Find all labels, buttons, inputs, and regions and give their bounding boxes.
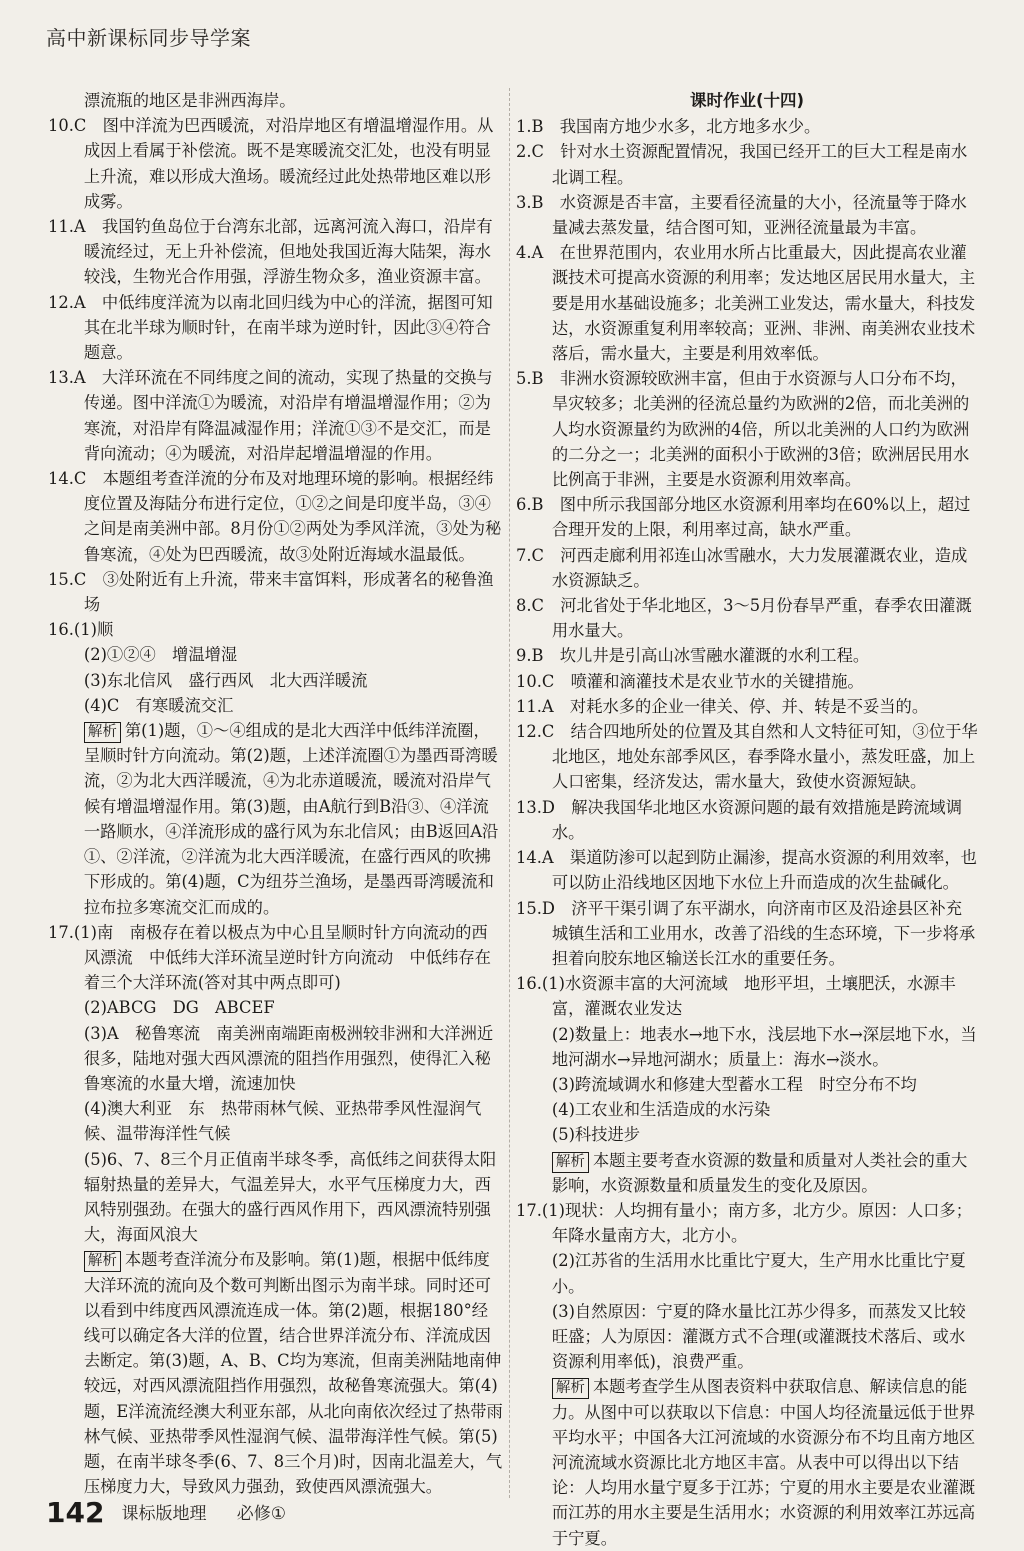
answer-item: 12.C 结合四地所处的位置及其自然和人文特征可知，③位于华北地区，地处东部季风区，春季降水量小，蒸发旺盛，加上人口密集，经济发达，需水量大，致使水资源短缺。 <box>516 722 978 792</box>
answer-subitem: (5)科技进步 <box>551 1125 641 1145</box>
left-column <box>48 88 503 1499</box>
answer-item: 10.C 喷灌和滴灌技术是农业节水的关键措施。 <box>516 671 864 691</box>
page-number: 142 <box>46 1496 105 1529</box>
answer-subitem: (4)澳大利亚 东 热带雨林气候、亚热带季风性湿润气候、温带海洋性气候 <box>83 1099 482 1144</box>
answer-item: 13.A 大洋环流在不同纬度之间的流动，实现了热量的交换与传递。图中洋流①为暖流，对沿岸有增温增湿作用；②为寒流，对沿岸有降温减湿作用；洋流①③不是交汇，而是背向流动；④为暖流，对沿岸起增温增湿的作用。 <box>48 368 493 463</box>
book-volume: 必修① <box>236 1504 286 1524</box>
column-divider <box>509 88 510 1498</box>
analysis-text: 本题主要考查水资源的数量和质量对人类社会的重大影响，水资源数量和质量发生的变化及原因。 <box>551 1150 968 1195</box>
answer-item: 17.(1)现状：人均拥有量小；南方多，北方少。原因：人口多；年降水量南方大，北方小。 <box>516 1200 972 1246</box>
answer-item: 11.A 我国钓鱼岛位于台湾东北部，远离河流入海口，沿岸有暖流经过，无上升补偿流，但地处我国近海大陆架，海水较浅，生物光合作用强，浮游生物众多，渔业资源丰富。 <box>48 217 493 287</box>
answer-item: 2.C 针对水土资源配置情况，我国已经开工的巨大工程是南水北调工程。 <box>516 142 968 187</box>
answer-subitem: (3)A 秘鲁寒流 南美洲南端距南极洲较非洲和大洋洲近很多，陆地对强大西风漂流的阻挡作用强烈，使得汇入秘鲁寒流的水量大增，流速加快 <box>83 1023 494 1093</box>
answer-subitem: (2)ABCG DG ABCEF <box>83 998 275 1018</box>
analysis-text: 第(1)题，①～④组成的是北大西洋中低纬洋流圈，呈顺时针方向流动。第(2)题，上述洋流圈①为墨西哥湾暖流，②为北大西洋暖流，④为北赤道暖流，暖流对沿岸气候有增温增湿作用。第(3)题，由A航行到B沿③、④洋流一路顺水，④洋流形成的盛行风为东北信风；由B返回A沿①、②洋流，②洋流为北大西洋暖流，在盛行西风的吹拂下形成的。第(4)题，C为纽芬兰渔场，是墨西哥湾暖流和拉布拉多寒流交汇而成的。 <box>83 721 499 917</box>
analysis-label: 解析 <box>84 722 121 743</box>
section-title: 课时作业(十四) <box>689 91 805 110</box>
answer-subitem: (2)①②④ 增温增湿 <box>83 645 238 665</box>
answer-item: 4.A 在世界范围内，农业用水所占比重最大，因此提高农业灌溉技术可提高水资源的利用率；发达地区居民用水量大，主要是用水基础设施多；北美洲工业发达，需水量大，科技发达，水资源重复利用率较高；亚洲、非洲、南美洲农业技术落后，需水量大，主要是利用效率低。 <box>516 243 976 364</box>
answer-item: 14.C 本题组考查洋流的分布及对地理环境的影响。根据经纬度位置及海陆分布进行定位，①②之间是印度半岛，③④之间是南美洲中部。8月份①②两处为季风洋流，③处为秘鲁寒流，④处为巴西暖流，故③处附近海域水温最低。 <box>48 469 502 564</box>
analysis-label: 解析 <box>84 1251 121 1272</box>
answer-subitem: (2)数量上：地表水→地下水，浅层地下水→深层地下水，当地河湖水→异地河湖水；质量上：海水→淡水。 <box>551 1024 977 1069</box>
answer-subitem: (4)C 有寒暖流交汇 <box>83 695 234 715</box>
analysis-text: 本题考查洋流分布及影响。第(1)题，根据中低纬度大洋环流的流向及个数可判断出图示为南半球。同时还可以看到中纬度西风漂流连成一体。第(2)题，根据180°经线可以确定各大洋的位置，结合世界洋流分布、洋流成因去断定。第(3)题，A、B、C均为寒流，但南美洲陆地南伸较远，对西风漂流阻挡作用强烈，故秘鲁寒流强大。第(4)题，E洋流流经澳大利亚东部，从北向南依次经过了热带雨林气候、亚热带季风性湿润气候、温带海洋性气候。第(5)题，在南半球冬季(6、7、8三个月)时，因南北温差大，气压梯度力大，导致风力强劲，致使西风漂流强大。 <box>83 1250 503 1497</box>
answer-item: 14.A 渠道防渗可以起到防止漏渗，提高水资源的利用效率，也可以防止沿线地区因地下水位上升而造成的次生盐碱化。 <box>516 848 977 893</box>
answer-item: 6.B 图中所示我国部分地区水资源利用率均在60%以上，超过合理开发的上限，利用率过高，缺水严重。 <box>516 495 971 540</box>
answer-item: 16.(1)顺 <box>48 620 114 640</box>
answer-item: 13.D 解决我国华北地区水资源问题的最有效措施是跨流域调水。 <box>516 797 962 842</box>
answer-item: 17.(1)南 南极存在着以极点为中心且呈顺时针方向流动的西风漂流 中低纬大洋环流呈逆时针方向流动 中低纬存在着三个大洋环流(答对其中两点即可) <box>48 922 491 993</box>
book-header: 高中新课标同步导学案 <box>46 26 251 50</box>
answer-item: 15.D 济平干渠引调了东平湖水，向济南市区及沿途县区补充城镇生活和工业用水，改善了沿线的生态环境，下一步将承担着向胶东地区输送长江水的重要任务。 <box>516 898 976 968</box>
analysis-label: 解析 <box>552 1378 589 1399</box>
answer-subitem: (5)6、7、8三个月正值南半球冬季，高低纬之间获得太阳辐射热量的差异大，气温差异大，水平气压梯度力大，西风特别强劲。在强大的盛行西风作用下，西风漂流特别强大，海面风浪大 <box>83 1149 497 1245</box>
answer-subitem: (3)跨流域调水和修建大型蓄水工程 时空分布不均 <box>551 1074 917 1094</box>
answer-item: 3.B 水资源是否丰富，主要看径流量的大小，径流量等于降水量减去蒸发量，结合图可知，亚洲径流量最为丰富。 <box>516 192 967 238</box>
answer-item: 12.A 中低纬度洋流为以南北回归线为中心的洋流，据图可知其在北半球为顺时针，在南半球为逆时针，因此③④符合题意。 <box>48 292 493 363</box>
analysis-block <box>516 1148 978 1198</box>
analysis-block <box>48 1247 503 1499</box>
answer-item: 9.B 坎儿井是引高山冰雪融水灌溉的水利工程。 <box>516 646 870 666</box>
answer-subitem: 漂流瓶的地区是非洲西海岸。 <box>83 91 296 110</box>
answer-item: 1.B 我国南方地少水多，北方地多水少。 <box>516 117 821 137</box>
answer-subitem: (3)自然原因：宁夏的降水量比江苏少得多，而蒸发又比较旺盛；人为原因：灌溉方式不合理(或灌溉技术落后、或水资源利用率低)，浪费严重。 <box>551 1301 966 1372</box>
analysis-label: 解析 <box>552 1152 589 1173</box>
answer-subitem: (2)江苏省的生活用水比重比宁夏大，生产用水比重比宁夏小。 <box>551 1251 966 1296</box>
answer-item: 5.B 非洲水资源较欧洲丰富，但由于水资源与人口分布不均，旱灾较多；北美洲的径流总量约为欧洲的2倍，而北美洲的人均水资源量约为欧洲的4倍，所以北美洲的人口约为欧洲的二分之一；北美洲的面积小于欧洲的3倍；欧洲居民用水比例高于非洲，主要是水资源利用效率高。 <box>516 369 970 490</box>
answer-item: 16.(1)水资源丰富的大河流域 地形平坦，土壤肥沃，水源丰富，灌溉农业发达 <box>516 974 956 1019</box>
analysis-block <box>516 1374 978 1550</box>
answer-item: 11.A 对耗水多的企业一律关、停、并、转是不妥当的。 <box>516 696 929 716</box>
answer-item: 10.C 图中洋流为巴西暖流，对沿岸地区有增温增湿作用。从成因上看属于补偿流。既不是寒暖流交汇处，也没有明显上升流，难以形成大渔场。暖流经过此处热带地区难以形成雾。 <box>48 116 494 211</box>
answer-item: 7.C 河西走廊利用祁连山冰雪融水，大力发展灌溉农业，造成水资源缺乏。 <box>516 545 968 590</box>
right-column <box>516 88 978 1551</box>
answer-subitem: (3)东北信风 盛行西风 北大西洋暖流 <box>83 670 368 690</box>
analysis-text: 本题考查学生从图表资料中获取信息、解读信息的能力。从图中可以获取以下信息：中国人均径流量远低于世界平均水平；中国各大江河流域的水资源分布不均且南方地区河流流域水资源比北方地区丰富。从表中可以得出以下结论：人均用水量宁夏多于江苏；宁夏的用水主要是农业灌溉而江苏的用水主要是生活用水；水资源的利用效率江苏远高于宁夏。 <box>551 1377 976 1548</box>
page-footer <box>46 1496 286 1529</box>
book-name: 课标版地理 <box>121 1504 207 1524</box>
analysis-block <box>48 718 503 920</box>
answer-item: 8.C 河北省处于华北地区，3～5月份春旱严重，春季农田灌溉用水量大。 <box>516 596 972 641</box>
answer-subitem: (4)工农业和生活造成的水污染 <box>551 1100 771 1120</box>
answer-item: 15.C ③处附近有上升流，带来丰富饵料，形成著名的秘鲁渔场 <box>48 569 494 615</box>
